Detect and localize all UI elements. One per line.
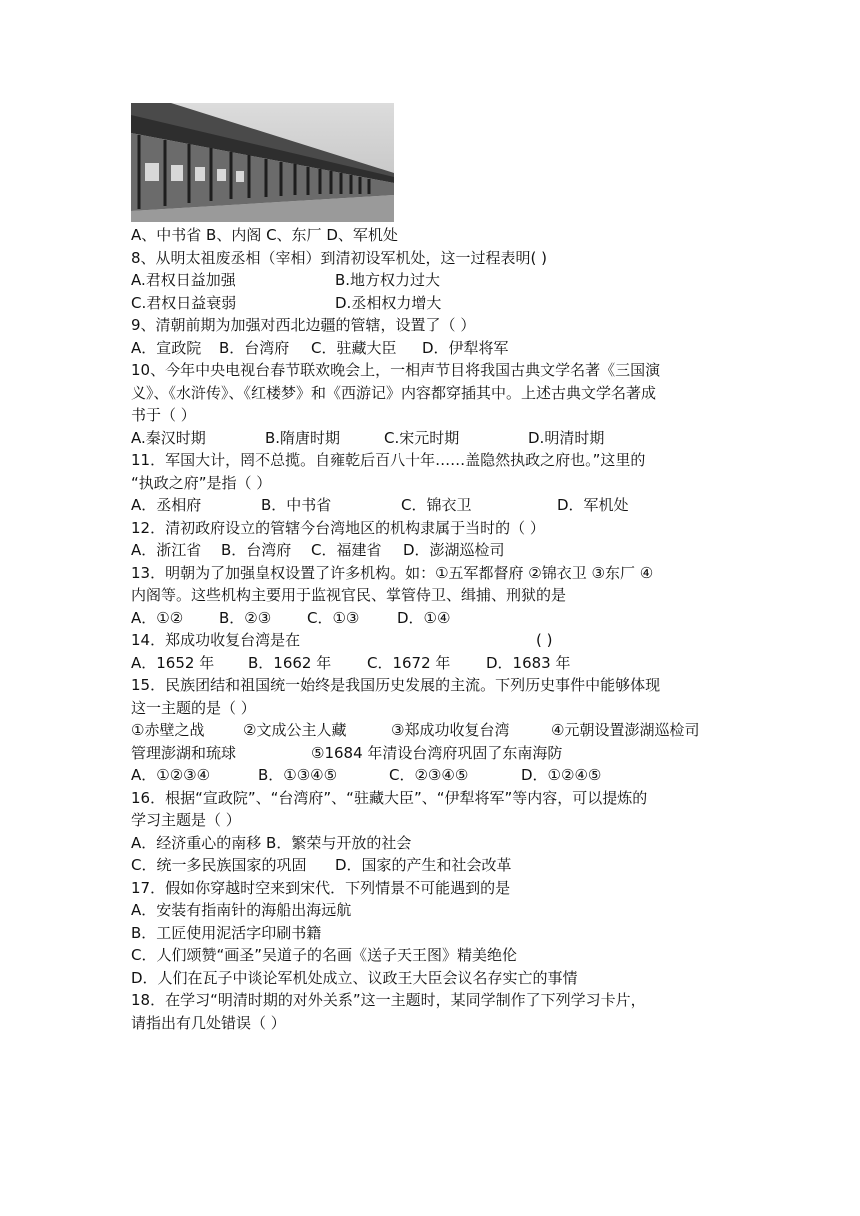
q8-options-cd: C.君权日益衰弱 D.丞相权力增大 xyxy=(131,293,442,312)
q10-options: A.秦汉时期 B.隋唐时期 C.宋元时期 D.明清时期 xyxy=(131,428,605,447)
q17-option-a: A．安装有指南针的海船出海远航 xyxy=(131,901,352,919)
building-illustration xyxy=(131,103,394,222)
q8-options-ab: A.君权日益加强 B.地方权力过大 xyxy=(131,271,441,289)
q18-stem-1: 18．在学习“明清时期的对外关系”这一主题时，某同学制作了下列学习卡片， xyxy=(131,991,646,1009)
q15-stem-1: 15．民族团结和祖国统一始终是我国历史发展的主流。下列历史事件中能够体现 xyxy=(131,676,661,694)
q15-events-2: 管理澎湖和琉球 ⑤1684 年清设台湾府巩固了东南海防 xyxy=(131,743,563,762)
q12-stem: 12．清初政府设立的管辖今台湾地区的机构隶属于当时的（ ） xyxy=(131,518,545,537)
q16-options-ab: A．经济重心的南移 B．繁荣与开放的社会 xyxy=(131,833,412,852)
q17-stem: 17．假如你穿越时空来到宋代．下列情景不可能遇到的是 xyxy=(131,878,511,897)
q7-options: A、中书省 B、内阁 C、东厂 D、军机处 xyxy=(131,226,398,244)
q14-options: A．1652 年 B．1662 年 C．1672 年 D．1683 年 xyxy=(131,653,571,672)
q17-option-d: D．人们在瓦子中谈论军机处成立、议政王大臣会议名存实亡的事情 xyxy=(131,968,578,987)
q16-options-cd: C．统一多民族国家的巩固 D．国家的产生和社会改革 xyxy=(131,856,512,874)
q16-stem-1: 16．根据“宣政院”、“台湾府”、“驻藏大臣”、“伊犁将军”等内容，可以提炼的 xyxy=(131,788,648,807)
q11-stem-1: 11．军国大计，罔不总揽。自雍乾后百八十年……盖隐然执政之府也。”这里的 xyxy=(131,451,646,469)
q10-stem-3: 书于（ ） xyxy=(131,406,196,424)
q10-stem-1: 10、今年中央电视台春节联欢晚会上，一相声节目将我国古典文学名著《三国演 xyxy=(131,361,661,379)
q11-stem-2: “执政之府”是指（ ） xyxy=(131,473,272,492)
q13-stem-1: 13．明朝为了加强皇权设置了许多机构。如：①五军都督府 ②锦衣卫 ③东厂 ④ xyxy=(131,563,654,582)
q15-options: A．①②③④ B．①③④⑤ C．②③④⑤ D．①②④⑤ xyxy=(131,766,602,784)
q9-options: A．宣政院 B．台湾府 C．驻藏大臣 D．伊犁将军 xyxy=(131,338,509,357)
q12-options: A．浙江省 B．台湾府 C．福建省 D．澎湖巡检司 xyxy=(131,541,505,559)
junjichu-photo xyxy=(131,103,394,222)
q15-events-1: ①赤壁之战 ②文成公主人藏 ③郑成功收复台湾 ④元朝设置澎湖巡检司 xyxy=(131,721,700,739)
q17-option-c: C．人们颂赞“画圣”吴道子的名画《送子天王图》精美绝伦 xyxy=(131,946,518,964)
q11-options: A．丞相府 B．中书省 C．锦衣卫 D．军机处 xyxy=(131,496,629,514)
q10-stem-2: 义》、《水浒传》、《红楼梦》和《西游记》内容都穿插其中。上述古典文学名著成 xyxy=(131,383,657,402)
q14-stem: 14．郑成功收复台湾是在 ( ) xyxy=(131,631,553,649)
question-text xyxy=(131,224,736,1034)
q15-stem-2: 这一主题的是（ ） xyxy=(131,698,256,717)
q16-stem-2: 学习主题是（ ） xyxy=(131,811,241,829)
q8-stem: 8、从明太祖废丞相（宰相）到清初设军机处，这一过程表明( ) xyxy=(131,248,548,267)
q17-option-b: B．工匠使用泥活字印刷书籍 xyxy=(131,923,322,942)
q9-stem: 9、清朝前期为加强对西北边疆的管辖，设置了（ ） xyxy=(131,316,476,334)
q13-options: A．①② B．②③ C．①③ D．①④ xyxy=(131,608,451,627)
q18-stem-2: 请指出有几处错误（ ） xyxy=(131,1013,286,1032)
q13-stem-2: 内阁等。这些机构主要用于监视官民、掌管侍卫、缉捕、刑狱的是 xyxy=(131,586,567,604)
